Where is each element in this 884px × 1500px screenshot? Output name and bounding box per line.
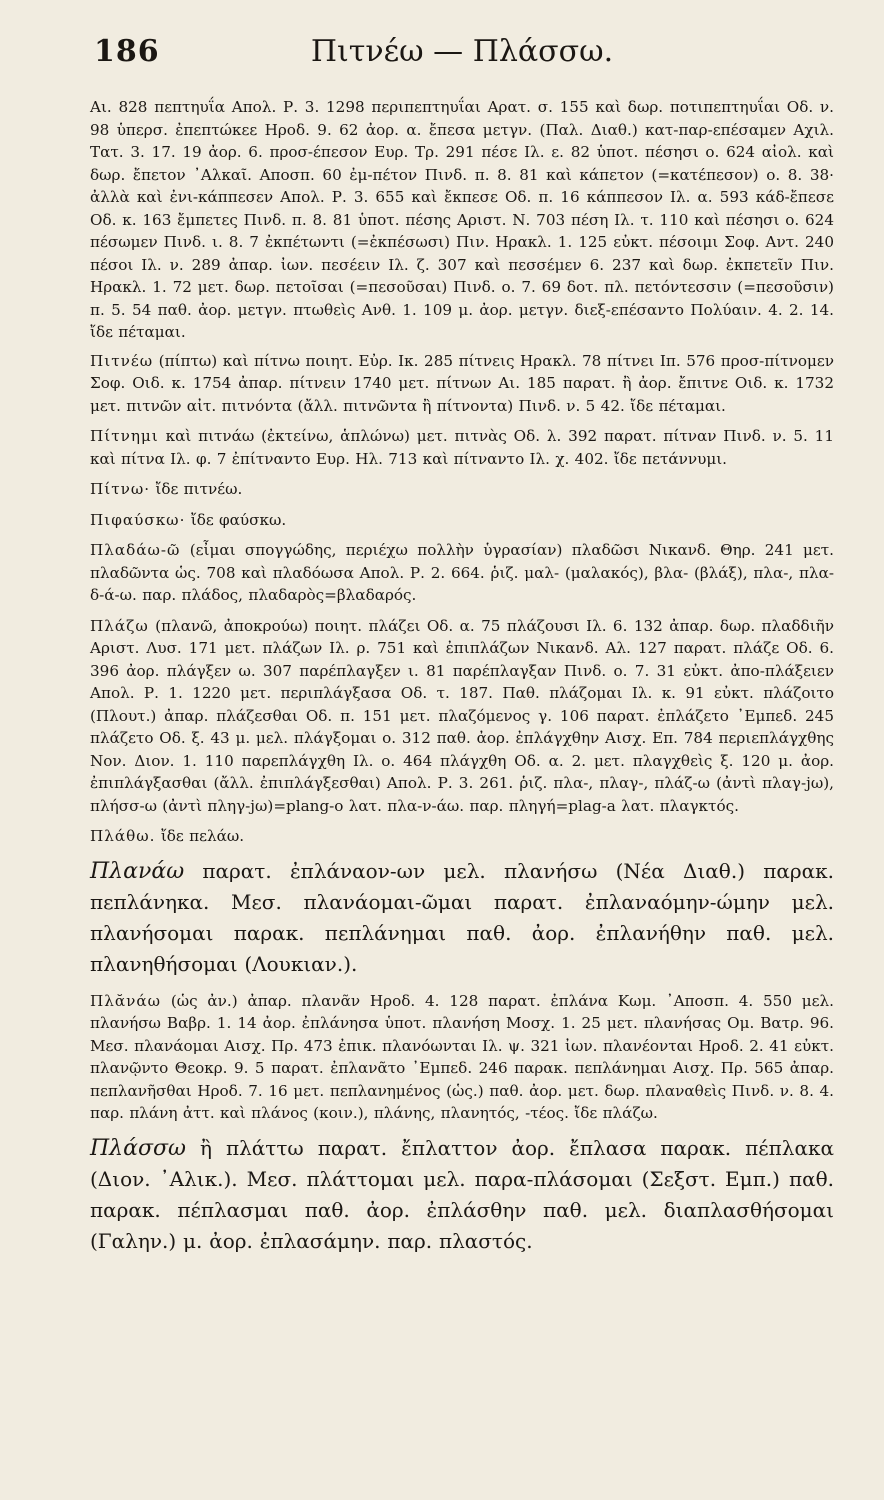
entry-text: ἴδε πιτνέω.: [155, 480, 243, 498]
entry-headword: Πιτνέω: [90, 351, 154, 370]
entry-plasso: [90, 1133, 834, 1257]
entry-pitno: [90, 478, 834, 501]
entry-planao: [90, 990, 834, 1125]
entry-text: ἴδε φαύσκω.: [190, 510, 287, 529]
entry-text: ἢ πλάττω παρατ. ἔπλαττον ἀορ. ἔπλασα παρακ. πέπλακα (Διον. ᾿Αλικ.). Μεσ. πλάττομαι μελ. παρα-πλάσομαι (Σεξστ. Εμπ.) παθ. παρακ. πέπλασμαι παθ. ἀορ. ἐπλάσθην παθ. μελ. διαπλασθήσομαι (Γαλην.) μ. ἀορ. ἐπλασάμην. παρ. πλαστός.: [90, 1135, 834, 1253]
entry-headword: Πλάσσω: [90, 1135, 186, 1161]
entry-plazo: [90, 615, 834, 818]
entry-headword: Πίτνημι: [90, 427, 159, 445]
entry-text: (πίπτω) καὶ πίτνω ποιητ. Εὐρ. Ικ. 285 πίτνεις Ηρακλ. 78 πίτνει Ιπ. 576 προσ-πίτνομεν Σοφ. Οιδ. κ. 1754 ἀπαρ. πίτνειν 1740 μετ. πίτνων Αι. 185 παρατ. ἢ ἀορ. ἔπιτνε Οιδ. κ. 1732 μετ. πιτνῶν αἰτ. πιτνόντα (ἄλλ. πιτνῶντα ἢ πίτνοντα) Πινδ. ν. 5 42. ἴδε πέταμαι.: [90, 351, 834, 415]
entry-planao-attic: [90, 856, 834, 980]
entry-headword: Πλᾰνάω: [90, 991, 161, 1010]
running-title: Πιτνέω — Πλάσσω.: [310, 34, 614, 69]
entry-platho: [90, 825, 834, 848]
entry-text: παρατ. ἐπλάναον-ων μελ. πλανήσω (Νέα Διαθ.) παρακ. πεπλάνηκα. Μεσ. πλανάομαι-ῶμαι παρατ. ἐπλαναόμην-ώμην μελ. πλανήσομαι παρακ. πεπλάνημαι παθ. ἀορ. ἐπλανήθην παθ. μελ. πλανηθήσομαι (Λουκιαν.).: [90, 858, 834, 976]
entry-piphausko: [90, 509, 834, 532]
entry-headword: Πλαδάω-ῶ: [90, 541, 181, 559]
entry-pladao: [90, 539, 834, 607]
entry-text: καὶ πιτνάω (ἐκτείνω, ἁπλώνω) μετ. πιτνὰς Οδ. λ. 392 παρατ. πίτναν Πινδ. ν. 5. 11 καὶ πίτνα Ιλ. φ. 7 ἐπίτναντο Ευρ. Ηλ. 713 καὶ πίτναντο Ιλ. χ. 402. ἴδε πετάννυμι.: [90, 427, 835, 468]
entry-pitnemi: [90, 425, 834, 470]
entry-text: (ὡς ἀν.) ἀπαρ. πλανᾶν Ηροδ. 4. 128 παρατ. ἐπλάνα Κωμ. ᾿Αποσπ. 4. 550 μελ. πλανήσω Βαβρ. 1. 14 ἀορ. ἐπλάνησα ὑποτ. πλανήση Μοσχ. 1. 25 μετ. πλανήσας Ομ. Βατρ. 96. Μεσ. πλανάομαι Αισχ. Πρ. 473 ἐπικ. πλανόωνται Ιλ. ψ. 321 ἰων. πλανέονται Ηροδ. 2. 41 εὐκτ. πλανῷντο Θεοκρ. 9. 5 παρατ. ἐπλανᾶτο ᾿Εμπεδ. 246 παρακ. πεπλάνημαι Αισχ. Πρ. 565 ἀπαρ. πεπλανῆσθαι Ηροδ. 7. 16 μετ. πεπλανημένος (ὡς.) παθ. ἀορ. μετ. δωρ. πλαναθεὶς Πινδ. ν. 8. 4. παρ. πλάνη ἀττ. καὶ πλάνος (κοιν.), πλάνης, πλανητός, -τέος. ἴδε πλάζω.: [90, 991, 834, 1122]
entry-text: (εἶμαι σπογγώδης, περιέχω πολλὴν ὑγρασίαν) πλαδῶσι Νικανδ. Θηρ. 241 μετ. πλαδῶντα ὡς. 708 καὶ πλαδόωσα Απολ. Ρ. 2. 664. ῥιζ. μαλ- (μαλακός), βλα- (βλάξ), πλα-, πλα-δ-ά-ω. παρ. πλάδος, πλαδαρὸς=βλαδαρός.: [90, 541, 835, 604]
page-number: 186: [94, 34, 160, 69]
page-header: [90, 34, 834, 82]
entry-headword: Πλάθω.: [90, 827, 156, 845]
entry-headword: Πίτνω·: [90, 480, 151, 498]
entry-pitneo: [90, 350, 834, 418]
entry-text: (πλανῶ, ἀποκρούω) ποιητ. πλάζει Οδ. α. 75 πλάζουσι Ιλ. 6. 132 ἀπαρ. δωρ. πλαδδιῆν Αριστ. Λυσ. 171 μετ. πλάζων Ιλ. ρ. 751 καὶ ἐπιπλάζων Νικανδ. Αλ. 127 παρατ. πλάζε Οδ. 6. 396 ἀορ. πλάγξεν ω. 307 παρέπλαγξεν ι. 81 παρέπλαγξαν Πινδ. ο. 7. 31 εὐκτ. ἀπο-πλάξειεν Απολ. Ρ. 1. 1220 μετ. περιπλάγξασα Οδ. τ. 187. Παθ. πλάζομαι Ιλ. κ. 91 εὐκτ. πλάζοιτο (Πλουτ.) ἀπαρ. πλάζεσθαι Οδ. π. 151 μετ. πλαζόμενος γ. 106 παρατ. ἐπλάζετο ᾿Εμπεδ. 245 πλάζετο Οδ. ξ. 43 μ. μελ. πλάγξομαι ο. 312 παθ. ἀορ. ἐπλάγχθην Αισχ. Επ. 784 περιεπλάγχθης Νον. Διον. 1. 110 παρεπλάγχθη Ιλ. ο. 464 πλάγχθη Οδ. α. 2. μετ. πλαγχθεὶς ξ. 120 μ. ἀορ. ἐπιπλάγξασθαι (ἄλλ. ἐπιπλάγξεσθαι) Απολ. Ρ. 3. 261. ῥιζ. πλα-, πλαγ-, πλάζ-ω (ἀντὶ πλαγ-jω), πλήσσ-ω (ἀντὶ πληγ-jω)=plang-o λατ. πλα-ν-άω. παρ. πληγή=plag-a λατ. πλαγκτός.: [90, 616, 834, 815]
entry-continuation: [90, 96, 834, 344]
entry-text: Αι. 828 πεπτηυΐα Απολ. Ρ. 3. 1298 περιπεπτηυΐαι Αρατ. σ. 155 καὶ δωρ. ποτιπεπτηυΐαι Οδ. ν. 98 ὑπερσ. ἐπεπτώκεε Ηροδ. 9. 62 ἀορ. α. ἔπεσα μετγν. (Παλ. Διαθ.) κατ-παρ-επέσαμεν Αχιλ. Τατ. 3. 17. 19 ἀορ. 6. προσ-έπεσον Ευρ. Τρ. 291 πέσε Ιλ. ε. 82 ὑποτ. πέσησι ο. 624 αἰολ. καὶ δωρ. ἔπετον ᾿Αλκαῖ. Αποσπ. 60 ἐμ-πέτον Πινδ. π. 8. 81 καὶ κάπετον (=κατέπεσον) ο. 8. 38· ἀλλὰ καὶ ἐνι-κάππεσεν Απολ. Ρ. 3. 655 καὶ ἔκπεσε Οδ. π. 16 κάππεσον Ιλ. α. 593 κάδ-ἔπεσε Οδ. κ. 163 ἔμπετες Πινδ. π. 8. 81 ὑποτ. πέσης Αριστ. Ν. 703 πέση Ιλ. τ. 110 καὶ πέσησι ο. 624 πέσωμεν Πινδ. ι. 8. 7 ἐκπέτωντι (=ἐκπέσωσι) Πιν. Ηρακλ. 1. 125 εὐκτ. πέσοιμι Σοφ. Αντ. 240 πέσοι Ιλ. ν. 289 ἀπαρ. ἰων. πεσέειν Ιλ. ζ. 307 καὶ πεσσέμεν 6. 237 καὶ δωρ. ἐκπετεῖν Πιν. Ηρακλ. 1. 72 μετ. δωρ. πετοῖσαι (=πεσοῦσαι) Πινδ. ο. 7. 69 δοτ. πλ. πετόντεσσιν (=πεσοῦσιν) π. 5. 54 παθ. ἀορ. μετγν. πτωθεὶς Ανθ. 1. 109 μ. ἀορ. μετγν. διεξ-επέσαντο Πολύαιν. 4. 2. 14. ἴδε πέταμαι.: [90, 98, 834, 341]
entry-headword: Πλανάω: [90, 858, 185, 884]
entry-headword: Πλάζω: [90, 616, 149, 635]
entry-headword: Πιφαύσκω·: [90, 510, 186, 529]
entry-text: ἴδε πελάω.: [160, 827, 245, 845]
